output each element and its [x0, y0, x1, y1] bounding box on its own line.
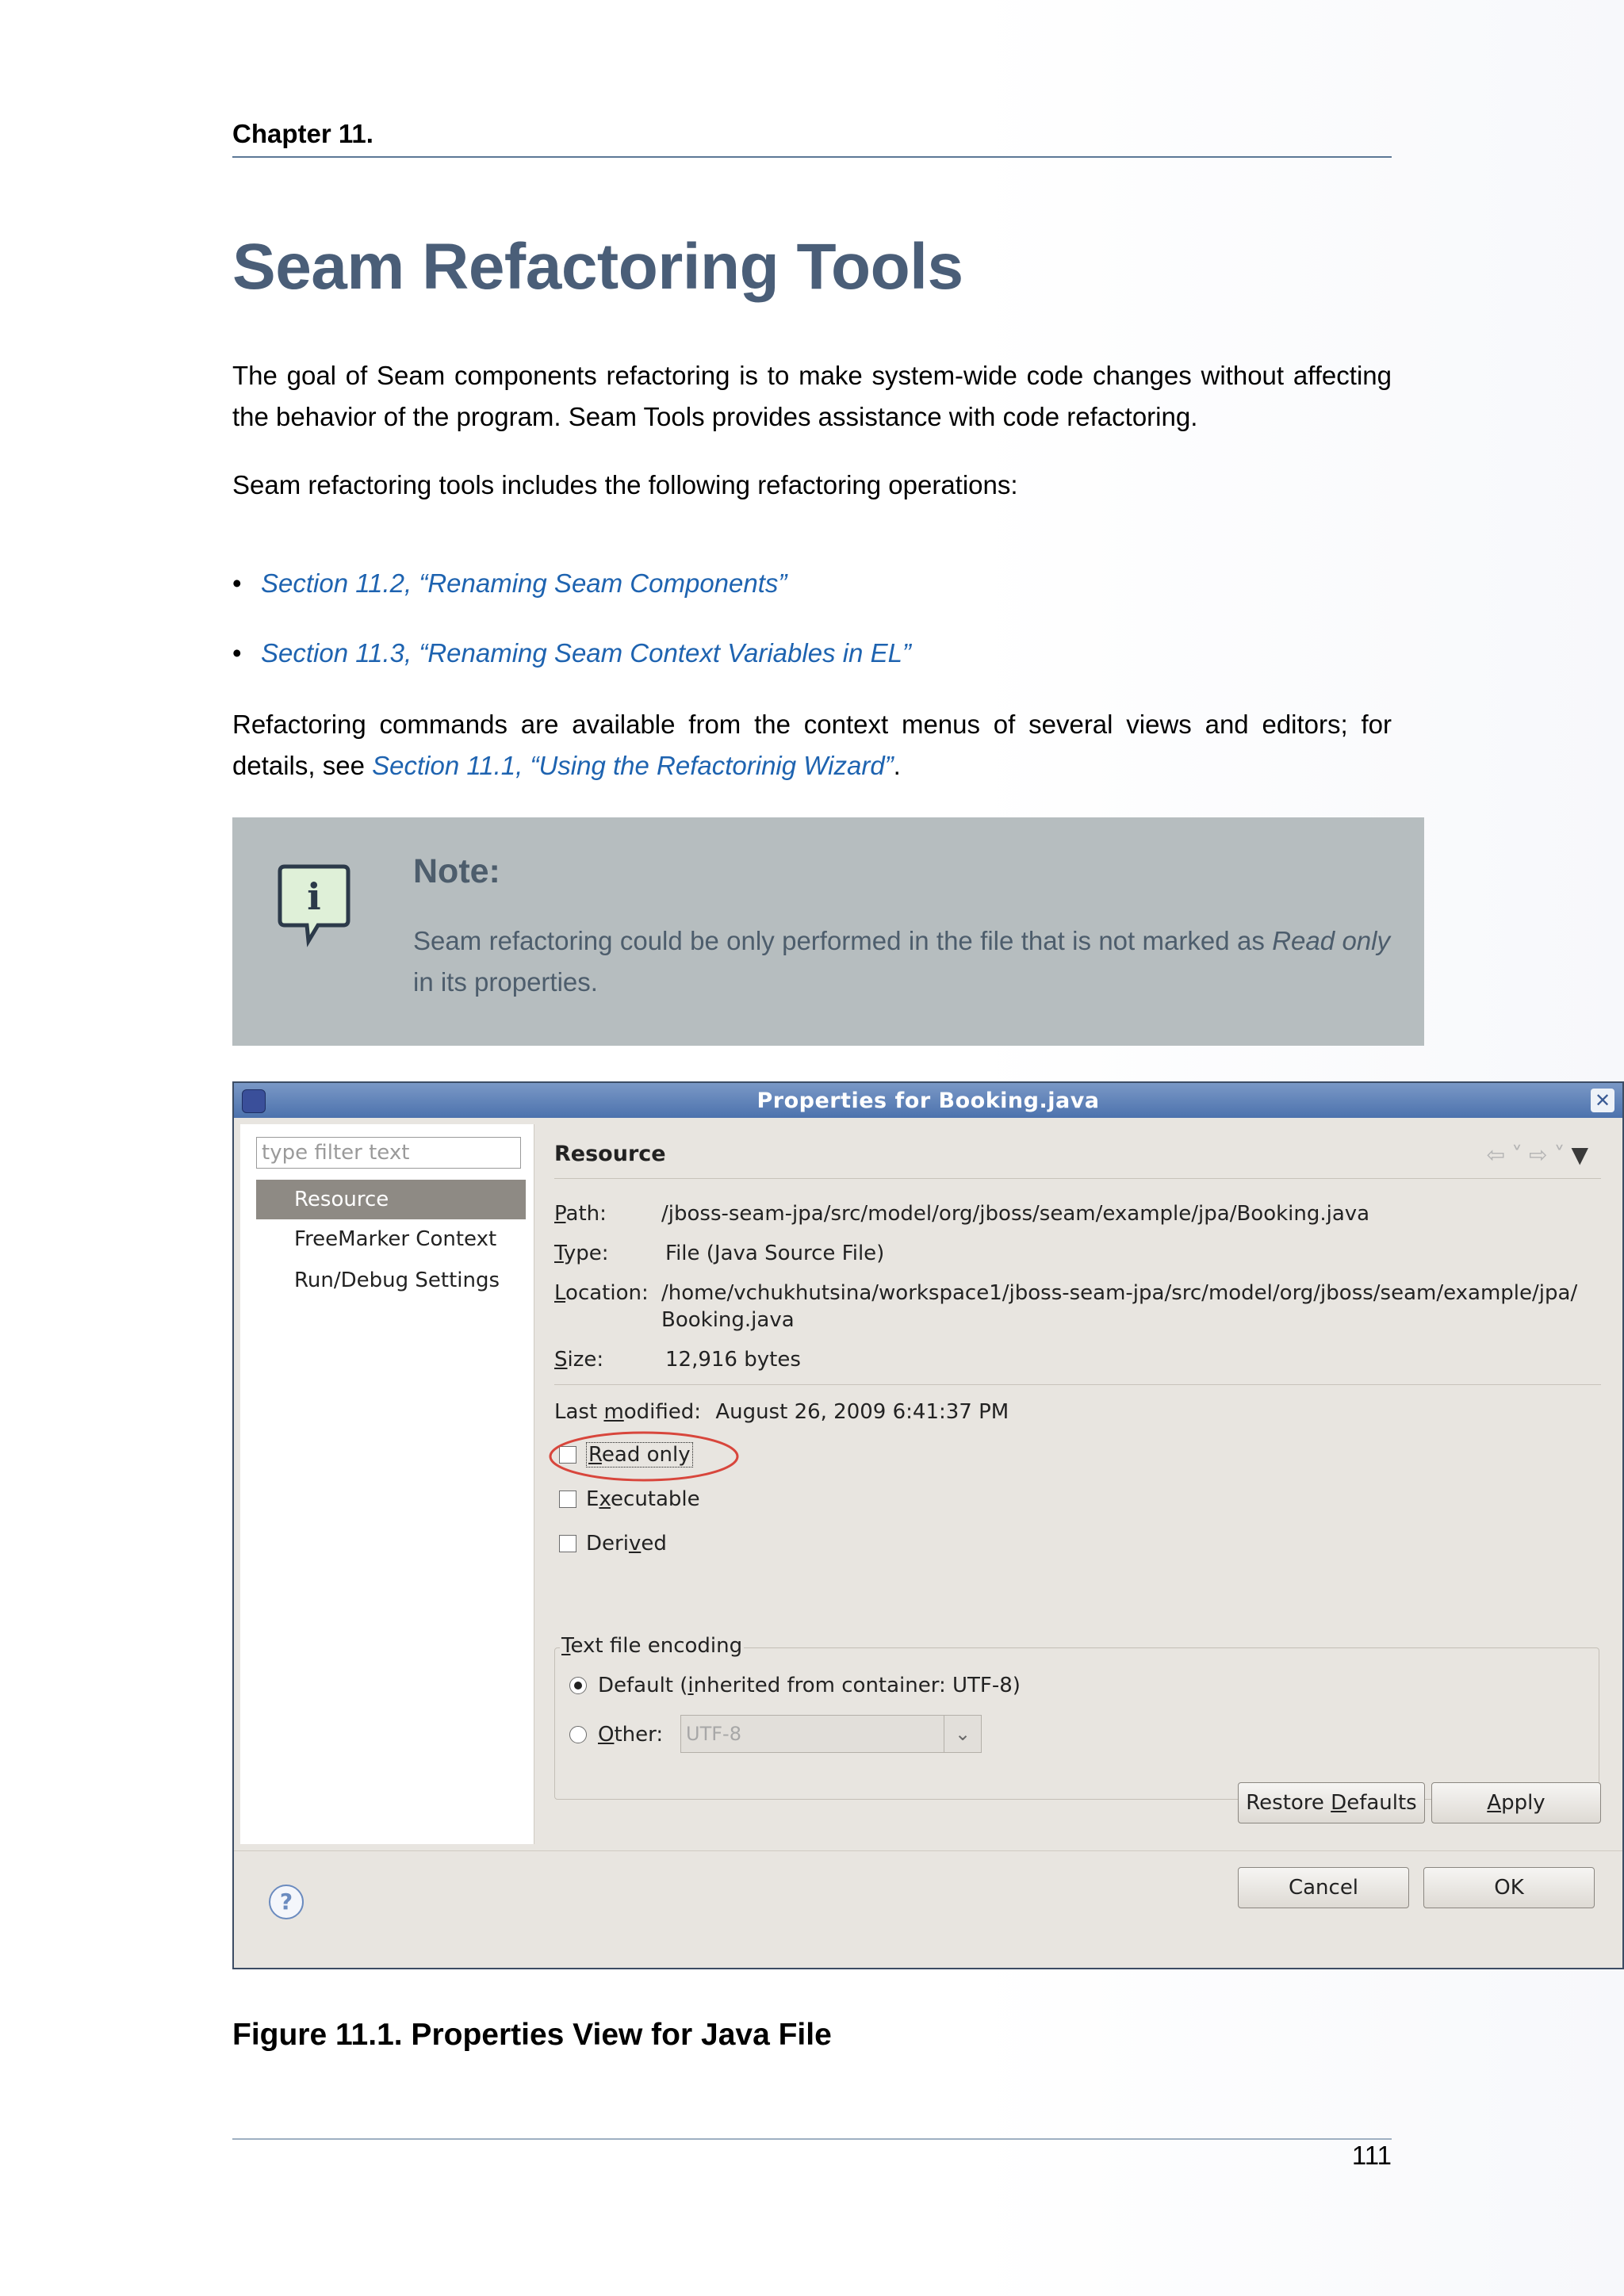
tree-item-resource[interactable]: Resource [256, 1180, 526, 1219]
chapter-label: Chapter 11. [232, 119, 373, 148]
list-item [232, 633, 911, 702]
executable-checkbox[interactable] [559, 1490, 576, 1508]
size-label: Size: [554, 1348, 604, 1372]
note-text: Seam refactoring could be only performed in the file that is not marked as [413, 926, 1273, 955]
apply-button[interactable]: Apply [1431, 1782, 1601, 1823]
filter-input[interactable]: type filter text [256, 1137, 521, 1169]
location-label: Location: [554, 1281, 649, 1305]
page-title: Seam Refactoring Tools [232, 231, 963, 303]
other-encoding-option[interactable] [569, 1721, 663, 1748]
section-title: Resource [554, 1142, 666, 1166]
default-encoding-option[interactable] [569, 1672, 1021, 1699]
operations-intro: Seam refactoring tools includes the following refactoring operations: [232, 470, 1018, 499]
executable-checkbox-row[interactable] [559, 1486, 700, 1513]
encoding-combo[interactable] [680, 1715, 982, 1753]
derived-checkbox[interactable] [559, 1535, 576, 1552]
resource-page [540, 1124, 1618, 1844]
tree-item-run-debug-settings[interactable]: Run/Debug Settings [294, 1269, 500, 1292]
properties-dialog [232, 1081, 1624, 1969]
location-value: /home/vchukhutsina/workspace1/jboss-seam-jpa/src/model/org/jboss/seam/example/jpa/ Booking.java [661, 1281, 1578, 1332]
note-box [232, 817, 1424, 1046]
info-icon [277, 862, 351, 949]
path-label: Path: [554, 1202, 607, 1226]
derived-checkbox-row[interactable] [559, 1530, 667, 1557]
footer-rule [232, 2138, 1392, 2140]
note-text-end: in its properties. [413, 967, 598, 997]
link-renaming-components[interactable]: Section 11.2, “Renaming Seam Components” [261, 568, 787, 598]
figure-caption: Figure 11.1. Properties View for Java File [232, 2018, 832, 2052]
cancel-button[interactable]: Cancel [1238, 1867, 1409, 1908]
type-value: File (Java Source File) [665, 1242, 885, 1265]
other-encoding-label: Other: [598, 1723, 664, 1747]
dialog-titlebar[interactable] [234, 1083, 1622, 1118]
highlight-ellipse [546, 1429, 741, 1484]
help-icon[interactable]: ? [269, 1885, 304, 1919]
last-modified-label: Last modified: [554, 1400, 702, 1424]
restore-defaults-button[interactable]: Restore Defaults [1238, 1782, 1425, 1823]
size-value: 12,916 bytes [665, 1348, 801, 1372]
header-rule [232, 156, 1392, 158]
operations-list [232, 563, 911, 702]
tree-item-freemarker-context[interactable]: FreeMarker Context [294, 1227, 497, 1251]
refactoring-text: Refactoring commands are available from the context menus of several views and editors; for details, see [232, 710, 1392, 780]
type-label: Type: [554, 1242, 609, 1265]
chevron-down-icon[interactable]: ⌄ [944, 1716, 981, 1752]
history-nav [1487, 1142, 1595, 1168]
note-emphasis: Read only [1272, 926, 1390, 955]
header-separator [554, 1178, 1601, 1179]
dialog-title: Properties for Booking.java [756, 1089, 1100, 1113]
last-modified-value: August 26, 2009 6:41:37 PM [715, 1400, 1009, 1424]
derived-label: Derived [586, 1532, 667, 1556]
link-renaming-context-variables[interactable]: Section 11.3, “Renaming Seam Context Variables in EL” [261, 638, 911, 668]
note-body [413, 920, 1390, 1003]
refactoring-paragraph [232, 704, 1392, 786]
path-value: /jboss-seam-jpa/src/model/org/jboss/seam/example/jpa/Booking.java [661, 1202, 1370, 1226]
svg-text:i: i [307, 875, 321, 918]
properties-separator [554, 1384, 1601, 1385]
property-pages-tree [240, 1124, 534, 1844]
view-menu-icon[interactable]: ▼ [1571, 1142, 1595, 1168]
bullet-dot: • [232, 568, 242, 598]
note-title: Note: [413, 852, 500, 890]
link-refactoring-wizard[interactable]: Section 11.1, “Using the Refactorinig Wizard” [372, 751, 894, 780]
list-item [232, 563, 911, 633]
default-encoding-radio[interactable] [569, 1677, 587, 1694]
encoding-combo-value: UTF-8 [686, 1723, 741, 1745]
last-modified-row [554, 1399, 1268, 1425]
encoding-legend: Text file encoding [561, 1634, 743, 1658]
other-encoding-radio[interactable] [569, 1726, 587, 1743]
period: . [893, 751, 901, 780]
ok-button[interactable]: OK [1423, 1867, 1595, 1908]
text-encoding-group [554, 1634, 1599, 1800]
intro-paragraph: The goal of Seam components refactoring is to make system-wide code changes without affecting the behavior of the program. Seam Tools provides assistance with code refactoring. [232, 361, 1392, 431]
back-arrow-icon[interactable]: ⇦˅ [1486, 1142, 1529, 1168]
default-encoding-label: Default (inherited from container: UTF-8) [598, 1674, 1021, 1697]
bullet-dot: • [232, 638, 242, 668]
dialog-button-bar [234, 1850, 1622, 1969]
page-number: 111 [1351, 2141, 1392, 2170]
executable-label: Executable [586, 1487, 700, 1511]
close-button[interactable]: ✕ [1591, 1089, 1614, 1112]
read-only-label: Read only [586, 1442, 693, 1468]
forward-arrow-icon[interactable]: ⇨˅ [1528, 1142, 1572, 1168]
